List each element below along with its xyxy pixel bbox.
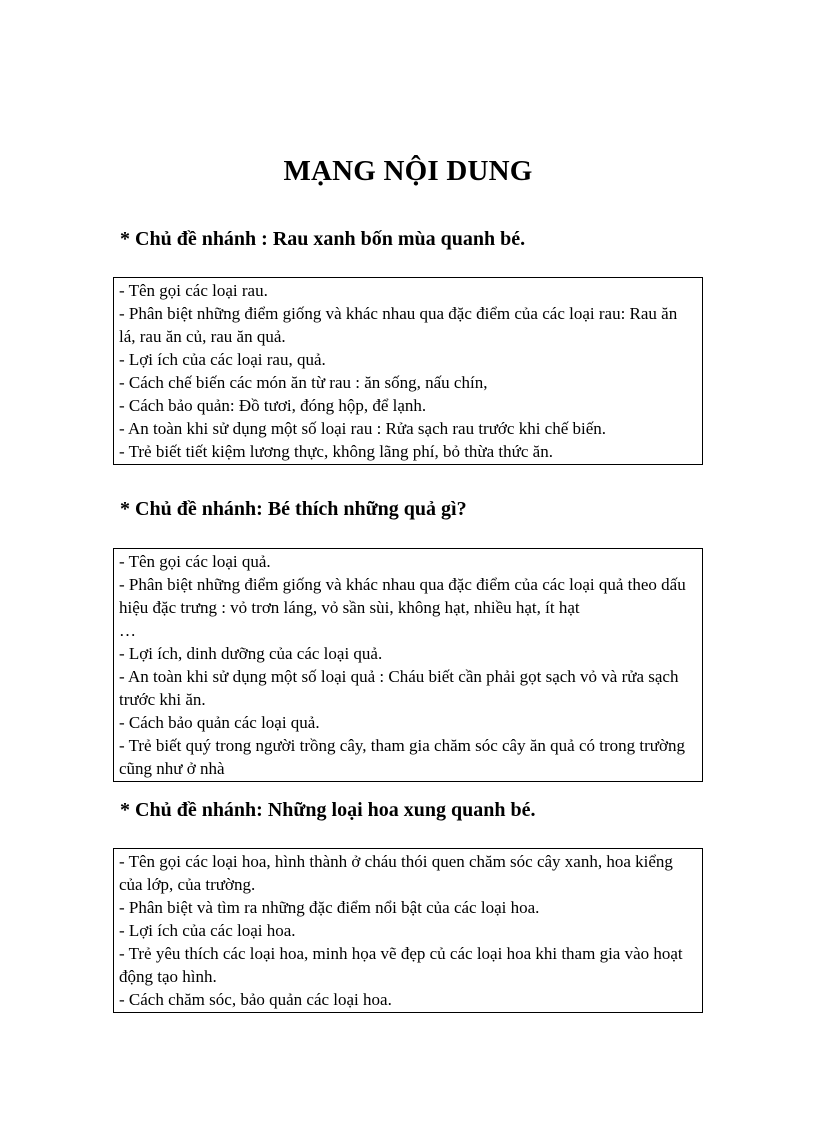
list-item: - Phân biệt và tìm ra những đặc điểm nổi bật của các loại hoa. [119,898,540,917]
list-item-ellipsis: … [119,621,136,640]
list-item: - Lợi ích của các loại rau, quả. [119,350,326,369]
list-item: - Cách chăm sóc, bảo quản các loại hoa. [119,990,392,1009]
content-list [119,279,696,463]
list-item: - An toàn khi sử dụng một số loại quả : Cháu biết cần phải gọt sạch vỏ và rửa sạch trước khi ăn. [119,667,679,709]
list-item: - Lợi ích của các loại hoa. [119,921,296,940]
list-item: - An toàn khi sử dụng một số loại rau : Rửa sạch rau trước khi chế biến. [119,419,607,438]
section-heading-qua: * Chủ đề nhánh: Bé thích những quả gì? [120,498,467,520]
list-item: - Lợi ích, dinh dưỡng của các loại quả. [119,644,383,663]
list-item: - Trẻ biết tiết kiệm lương thực, không lãng phí, bỏ thừa thức ăn. [119,442,553,461]
content-list [119,550,696,780]
list-item: - Trẻ yêu thích các loại hoa, minh họa vẽ đẹp củ các loại hoa khi tham gia vào hoạt động tạo hình. [119,944,683,986]
list-item: - Cách bảo quản: Đồ tươi, đóng hộp, để lạnh. [119,396,427,415]
list-item: - Phân biệt những điểm giống và khác nhau qua đặc điểm của các loại rau: Rau ăn lá, rau ăn củ, rau ăn quả. [119,304,678,346]
content-box-rau-xanh [113,277,703,465]
section-heading-rau-xanh: * Chủ đề nhánh : Rau xanh bốn mùa quanh bé. [120,228,526,250]
list-item: - Tên gọi các loại rau. [119,281,268,300]
list-item: - Trẻ biết quý trong người trồng cây, tham gia chăm sóc cây ăn quả có trong trường cũng như ở nhà [119,736,685,778]
list-item: - Cách bảo quản các loại quả. [119,713,320,732]
list-item: - Cách chế biến các món ăn từ rau : ăn sống, nấu chín, [119,373,488,392]
list-item: - Tên gọi các loại hoa, hình thành ở cháu thói quen chăm sóc cây xanh, hoa kiểng của lớp, của trường. [119,852,673,894]
page-title: MẠNG NỘI DUNG [283,155,533,187]
list-item: - Tên gọi các loại quả. [119,552,271,571]
content-list [119,850,696,1011]
section-heading-hoa: * Chủ đề nhánh: Những loại hoa xung quanh bé. [120,799,536,821]
content-box-qua [113,548,703,782]
content-box-hoa [113,848,703,1013]
list-item: - Phân biệt những điểm giống và khác nhau qua đặc điểm của các loại quả theo dấu hiệu đặc trưng : vỏ trơn láng, vỏ sần sùi, không hạt, nhiều hạt, ít hạt [119,575,686,617]
